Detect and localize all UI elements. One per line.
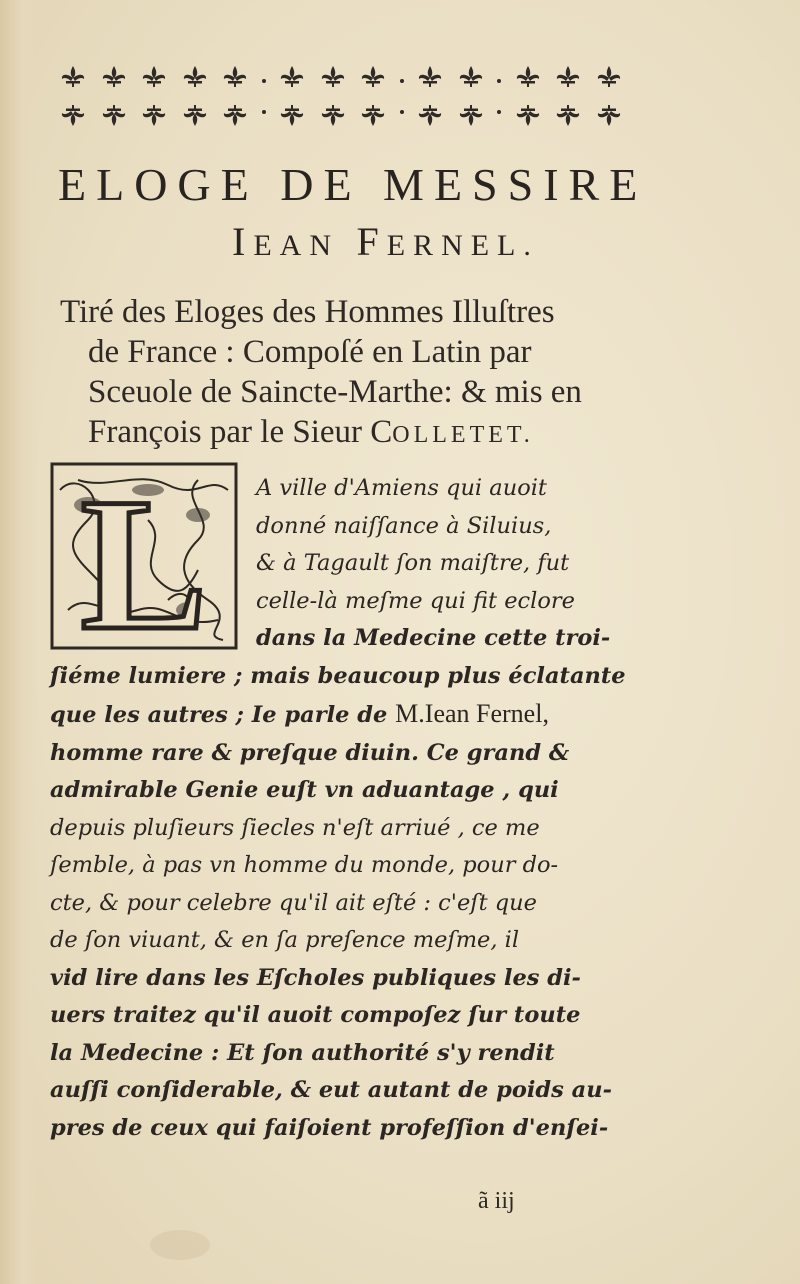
fleur-de-lis-icon (99, 65, 129, 87)
fleur-de-lis-icon (139, 105, 169, 127)
fleuron-unit (553, 65, 583, 127)
fleuron-unit (513, 65, 543, 127)
title-initial-i: I (232, 219, 254, 264)
text-line: auſſi conſiderable, & eut autant de poids au- (50, 1077, 612, 1103)
subtitle-block (60, 292, 640, 455)
fleur-de-lis-icon (318, 105, 348, 127)
text-line: donné naiſſance à Siluius, (256, 512, 552, 539)
fleur-de-lis-icon (58, 105, 88, 127)
fleuron-unit (415, 65, 445, 127)
fleuron-separator (496, 65, 502, 127)
fleur-de-lis-icon (99, 105, 129, 127)
fleuron-unit (99, 65, 129, 127)
fleur-de-lis-icon (415, 65, 445, 87)
text-line: depuis pluſieurs ſiecles n'eſt arriué , ce me (50, 814, 540, 841)
text-line: la Medecine : Et ſon authorité s'y rendit (50, 1039, 555, 1066)
page-title-name (232, 218, 632, 265)
paper-stain (150, 1230, 210, 1260)
page-title: ELOGE DE MESSIRE (58, 159, 648, 210)
author-initial: C (370, 414, 393, 450)
subtitle-line: de France : Compoſé en Latin par (88, 334, 532, 370)
text-line: vid lire dans les Eſcholes publiques les di- (50, 964, 581, 991)
fleur-de-lis-icon (358, 65, 388, 87)
fleuron-separator (261, 65, 267, 127)
fleur-de-lis-icon (553, 65, 583, 87)
author-name: OLLETET. (392, 422, 534, 448)
fleur-de-lis-icon (553, 105, 583, 127)
fleur-de-lis-icon (415, 105, 445, 127)
text-line: admirable Genie euſt vn aduantage , qui (50, 777, 559, 803)
text-line: ſemble, à pas vn homme du monde, pour do- (50, 852, 559, 878)
fleur-de-lis-icon (318, 65, 348, 87)
page-gutter (0, 0, 38, 1284)
fleur-de-lis-icon (277, 65, 307, 87)
fleuron-unit (277, 65, 307, 127)
text-line: dans la Medecine cette troi- (256, 625, 611, 651)
fleur-de-lis-icon (58, 65, 88, 87)
subtitle-line (60, 412, 640, 455)
text-line: homme rare & preſque diuin. Ce grand & (50, 739, 570, 766)
fleuron-headpiece (58, 60, 624, 132)
text-line (50, 695, 630, 735)
title-part-ean: EAN (253, 229, 339, 262)
title-part-ernel: ERNEL. (386, 229, 539, 262)
fleuron-unit (358, 65, 388, 127)
text-line: ſiéme lumiere ; mais beaucoup plus éclatante (50, 662, 626, 689)
text-line: de ſon viuant, & en ſa preſence meſme, il (50, 927, 520, 953)
text-line: cte, & pour celebre qu'il ait eſté : c'eſt que (50, 889, 537, 916)
subtitle-line: Sceuole de Saincte-Marthe: & mis en (88, 374, 582, 410)
fleuron-unit (594, 65, 624, 127)
fleuron-separator (399, 65, 405, 127)
fleur-de-lis-icon (513, 65, 543, 87)
text-line: celle-là meſme qui fit eclore (256, 587, 575, 614)
fleuron-unit (139, 65, 169, 127)
text-line: uers traitez qu'il auoit compoſez ſur toute (50, 1002, 581, 1028)
fleur-de-lis-icon (594, 105, 624, 127)
fleuron-unit (220, 65, 250, 127)
text-line: pres de ceux qui faiſoient profeſſion d'enſei- (50, 1114, 609, 1141)
fleuron-unit (58, 65, 88, 127)
subtitle-line: Tiré des Eloges des Hommes Illuſtres (60, 294, 555, 330)
fleur-de-lis-icon (513, 105, 543, 127)
text-line: & à Tagault ſon maiſtre, fut (256, 550, 570, 576)
fleur-de-lis-icon (139, 65, 169, 87)
body-text (50, 470, 630, 1147)
fleur-de-lis-icon (180, 105, 210, 127)
fleur-de-lis-icon (594, 65, 624, 87)
fleur-de-lis-icon (358, 105, 388, 127)
fleur-de-lis-icon (220, 105, 250, 127)
fleuron-unit (456, 65, 486, 127)
fleur-de-lis-icon (220, 65, 250, 87)
fleur-de-lis-icon (180, 65, 210, 87)
fleuron-unit (318, 65, 348, 127)
fleur-de-lis-icon (277, 105, 307, 127)
fleur-de-lis-icon (456, 105, 486, 127)
fleur-de-lis-icon (456, 65, 486, 87)
text-line: A ville d'Amiens qui auoit (256, 475, 547, 501)
text-run: que les autres ; Ie parle de (50, 702, 396, 728)
dropcap-letter: L (80, 460, 208, 652)
subtitle-line-text: François par le Sieur (88, 414, 371, 450)
fleuron-unit (180, 65, 210, 127)
title-initial-f: F (356, 219, 387, 264)
signature-mark: ã iij (478, 1188, 515, 1214)
person-name: M.Iean Fernel, (395, 699, 549, 728)
